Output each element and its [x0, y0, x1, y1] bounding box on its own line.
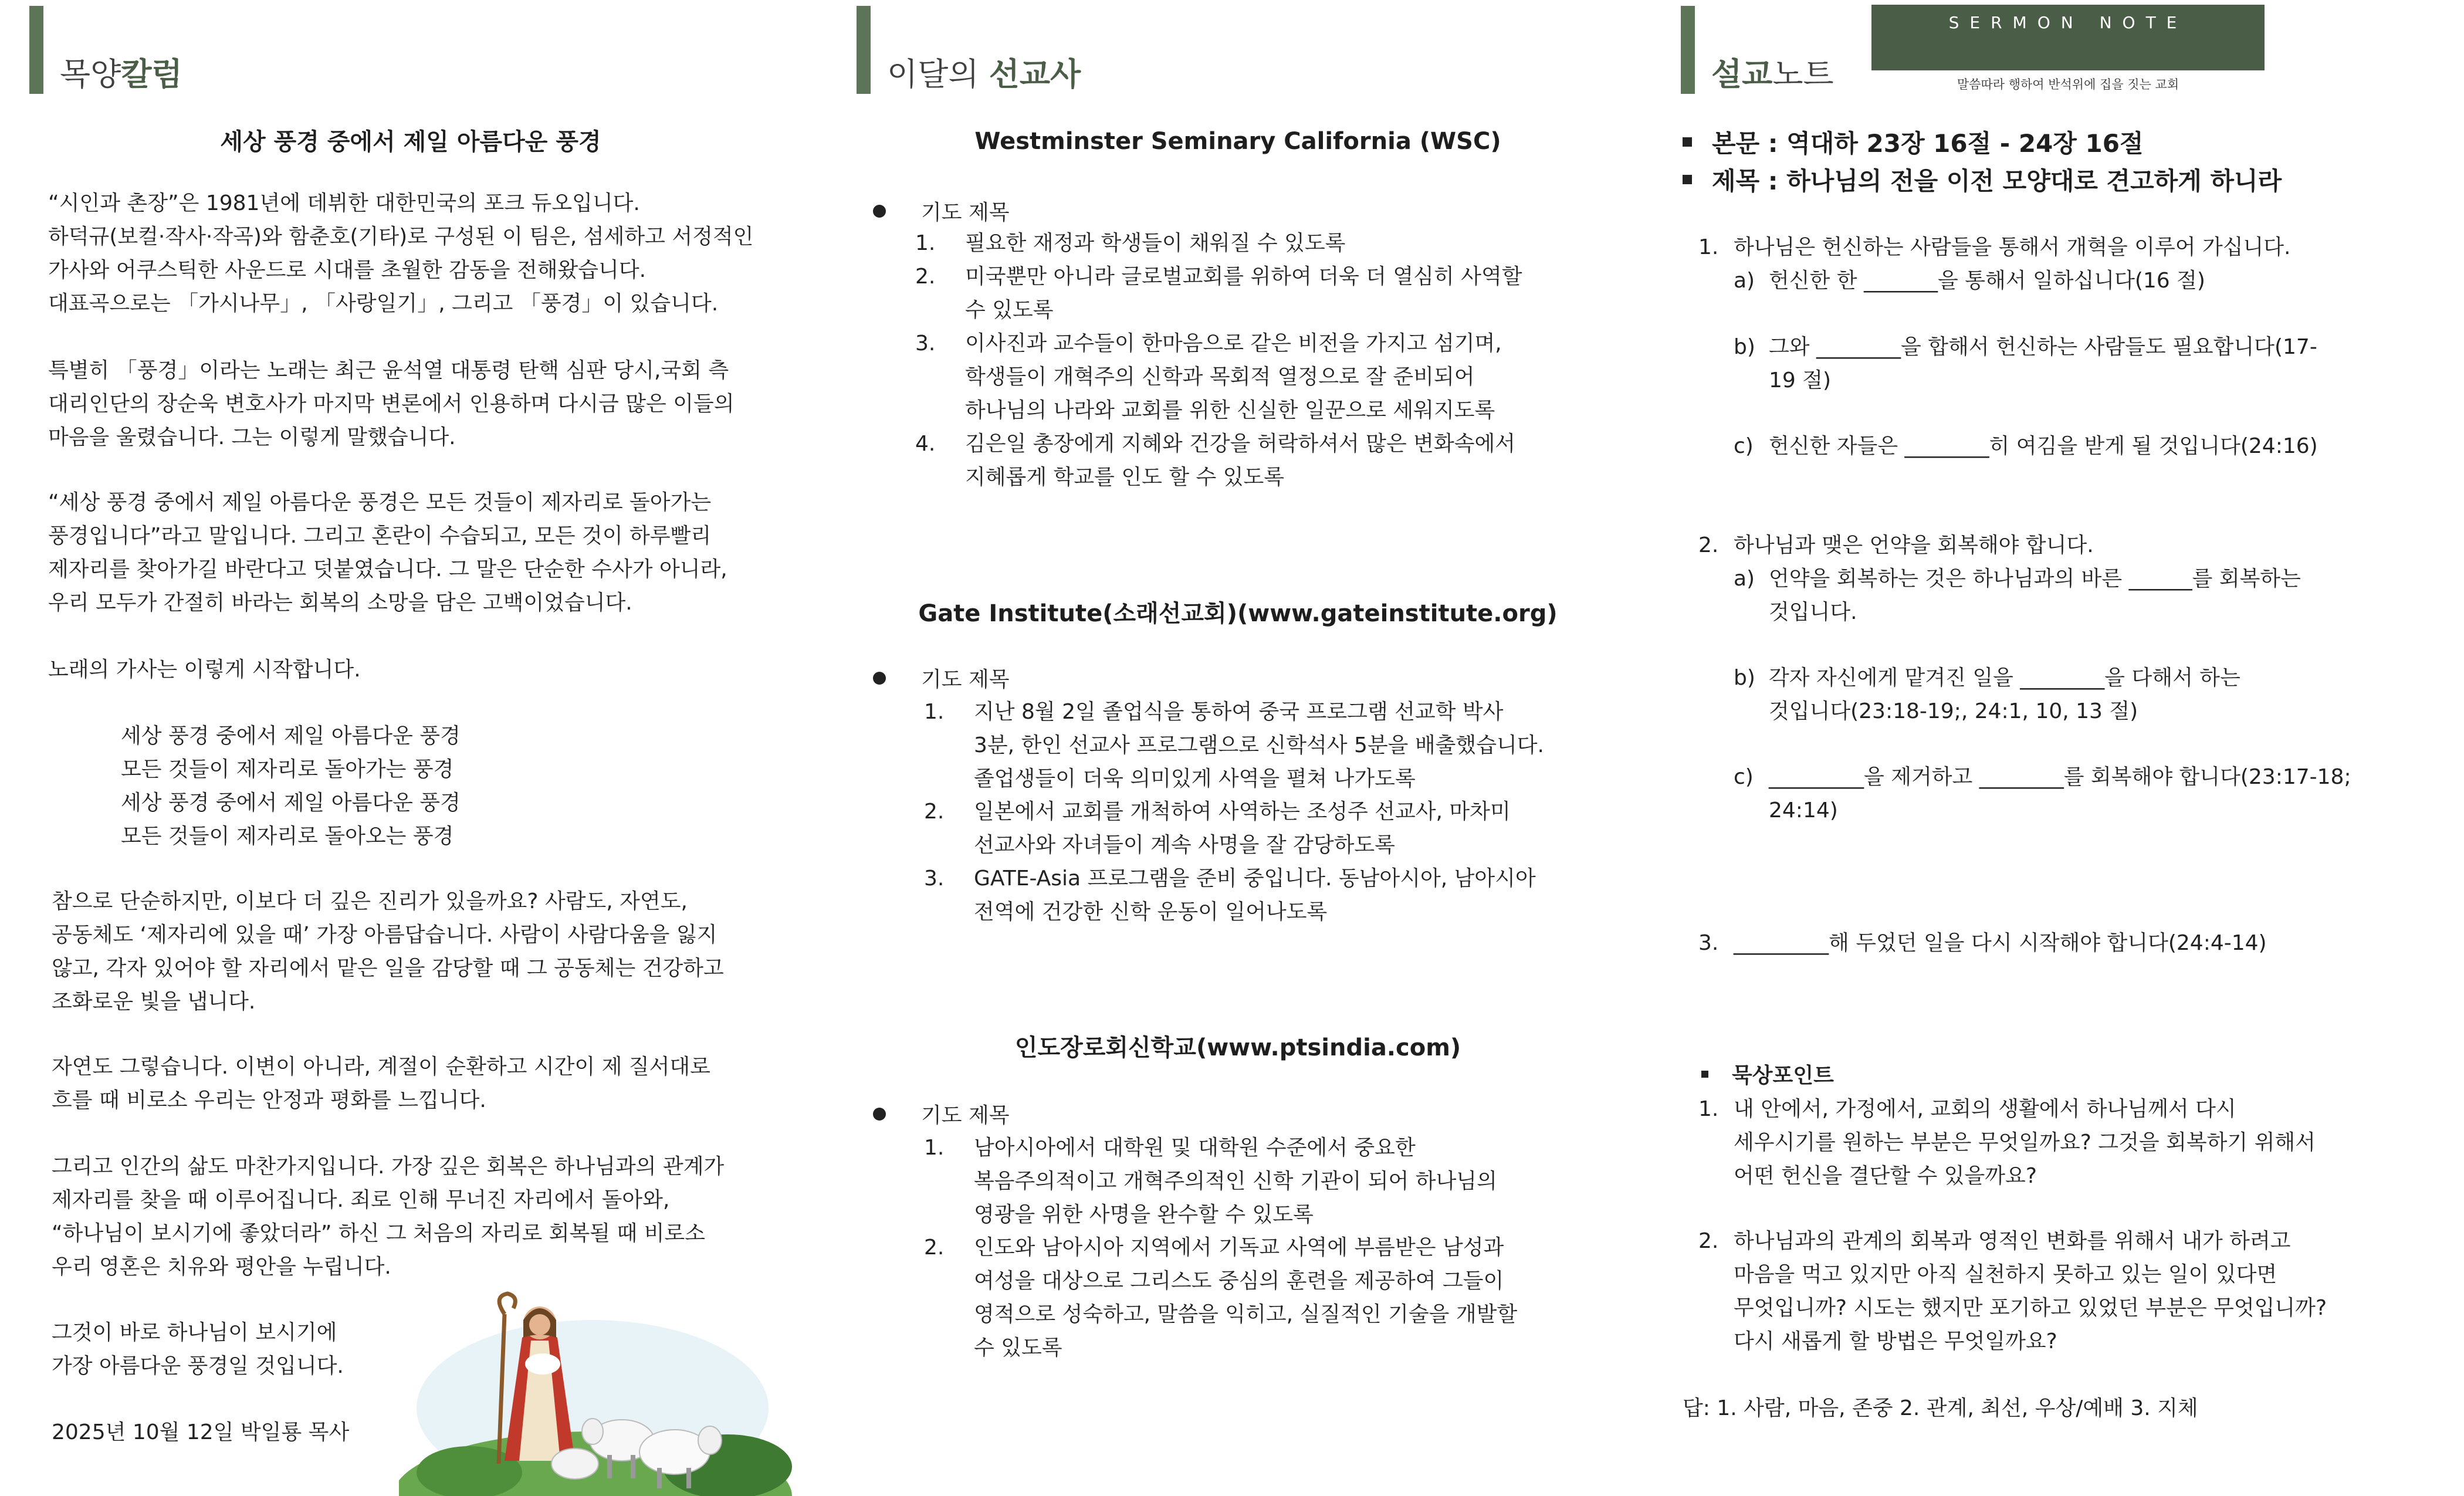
- paragraph-4: 노래의 가사는 이렇게 시작합니다.: [48, 658, 361, 682]
- sermon-note-column: 설교노트 SERMON NOTE 말씀따라 행하여 반석위에 집을 짓는 교회 본문 : 역대하 23장 16절 - 24장 16절 제목 : 하나님의 전을 이전 모양대로 견고하게 하니라 1. 하나님은 헌신하는 사람들을 통해서 개혁을 이루어 가십니다. a) 헌신한 한 _______을 통해서 일하십니다(16 절) b) 그와 ________을 합해서 헌신하는 사람들도 필요합니다(17- 19 절) c) 헌신한 자들은 ________히 여김을 받게 될 것입니다(24:16) 2. 하나님과 맺은 언약을 회복해야 합니다. a) 언약을 회복하는 것은 하나님과의 바른 ______를 회복하는 것입니다. b) 각자 자신에게 맡겨진 일을 ________을 다해서 하는 것입니다(23:18-19;, 24:1, 10, 13 절) c) _________을 제거하고 ________를 회복해야 합니다(23:17-18; 24:14) 3. _________해 두었던 일을 다시 시작해야 합니다(24:4-14) 묵상포인트 1. 내 안에서, 가정에서, 교회의 생활에서 하나님께서 다시 세우시기를 원하는 부분은 무엇일까요? 그것을 회복하기 위해서 어떤 헌신을 결단할 수 있을까요? 2. 하나님과의 관계의 회복과 영적인 변화를 위해서 내가 하려고 마음을 먹고 있지만 아직 실천하지 못하고 있는 일이 있다면 무엇입니까? 시도는 했지만 포기하고 있었던 부분은 무엇입니까? 다시 새롭게 할 방법은 무엇일까요? 답: 1. 사람, 마음, 존중 2. 관계, 최선, 우상/예배 3. 지체: [1654, 0, 2464, 1496]
- org-title-wsc: Westminster Seminary California (WSC): [974, 128, 1501, 155]
- org-title-gate: Gate Institute(소래선교회)(www.gateinstitute.org): [918, 600, 1558, 627]
- header-accent-bar: [29, 6, 43, 94]
- prayer-label-wsc: 기도 제목: [873, 196, 1010, 226]
- column-title: 세상 풍경 중에서 제일 아름다운 풍경: [220, 128, 601, 155]
- section-title: 이달의 선교사: [887, 56, 1081, 93]
- meditation-heading: 묵상포인트: [1701, 1059, 1834, 1089]
- header-accent-bar: [1681, 6, 1695, 94]
- paragraph-2: 특별히 「풍경」이라는 노래는 최근 윤석열 대통령 탄핵 심판 당시,국회 측 대리인단의 장순욱 변호사가 마지막 변론에서 인용하며 다시금 많은 이들의 마음을 울렸습니다. 그는 이렇게 말했습니다.: [48, 358, 735, 449]
- bullet-icon: [873, 205, 886, 218]
- signature: 2025년 10월 12일 박일룡 목사: [52, 1420, 350, 1444]
- header-accent-bar: [857, 6, 871, 94]
- bullet-icon: [1683, 175, 1692, 184]
- bullet-icon: [873, 672, 886, 685]
- paragraph-8: 그것이 바로 하나님이 보시기에 가장 아름다운 풍경일 것입니다.: [52, 1321, 344, 1378]
- prayer-label-gate: 기도 제목: [873, 663, 1010, 693]
- lyrics-block: 세상 풍경 중에서 제일 아름다운 풍경 모든 것들이 제자리로 돌아가는 풍경 세상 풍경 중에서 제일 아름다운 풍경 모든 것들이 제자리로 돌아오는 풍경: [121, 724, 461, 848]
- paragraph-5: 참으로 단순하지만, 이보다 더 깊은 진리가 있을까요? 사람도, 자연도, 공동체도 ‘제자리에 있을 때’ 가장 아름답습니다. 사람이 사람다움을 잃지 않고, 각자 있어야 할 자리에서 맡은 일을 감당할 때 그 공동체는 건강하고 조화로운 빛을 냅니다.: [52, 889, 724, 1014]
- answer-key: 답: 1. 사람, 마음, 존중 2. 관계, 최선, 우상/예배 3. 지체: [1683, 1396, 2198, 1420]
- paragraph-3: “세상 풍경 중에서 제일 아름다운 풍경은 모든 것들이 제자리로 돌아가는 풍경입니다”라고 말입니다. 그리고 혼란이 수습되고, 모든 것이 하루빨리 제자리를 찾아가길 바란다고 덧붙였습니다. 그 말은 단순한 수사가 아니라, 우리 모두가 간절히 바라는 회복의 소망을 담은 고백이었습니다.: [48, 490, 727, 615]
- bullet-icon: [873, 1108, 886, 1121]
- missionary-column: 이달의 선교사 Westminster Seminary California (WSC) 기도 제목 1. 필요한 재정과 학생들이 채워질 수 있도록 2. 미국뿐만 아니라 글로벌교회를 위하여 더욱 더 열심히 사역할 수 있도록 3. 이사진과 교수들이 한마음으로 같은 비전을 가지고 섬기며, 학생들이 개혁주의 신학과 목회적 열정으로 잘 준비되어 하나님의 나라와 교회를 위한 신실한 일꾼으로 세워지도록 4. 김은일 총장에게 지혜와 건강을 허락하셔서 많은 변화속에서 지혜롭게 학교를 인도 할 수 있도록 Gate Institute(소래선교회)(www.gateinstitute.org) 기도 제목 1. 지난 8월 2일 졸업식을 통하여 중국 프로그램 선교학 박사 3분, 한인 선교사 프로그램으로 신학석사 5분을 배출했습니다. 졸업생들이 더욱 의미있게 사역을 펼쳐 나가도록 2. 일본에서 교회를 개척하여 사역하는 조성주 선교사, 마차미 선교사와 자녀들이 계속 사명을 잘 감당하도록 3. GATE-Asia 프로그램을 준비 중입니다. 동남아시아, 남아시아 전역에 건강한 신학 운동이 일어나도록 인도장로회신학교(www.ptsindia.com) 기도 제목 1. 남아시아에서 대학원 및 대학원 수준에서 중요한 복음주의적이고 개혁주의적인 신학 기관이 되어 하나님의 영광을 위한 사명을 완수할 수 있도록 2. 인도와 남아시아 지역에서 기독교 사역에 부름받은 남성과 여성을 대상으로 그리스도 중심의 훈련을 제공하여 그들이 영적으로 성숙하고, 말씀을 익히고, 실질적인 기술을 개발할 수 있도록: [821, 0, 1654, 1496]
- section-title: 설교노트: [1711, 56, 1834, 93]
- church-motto: 말씀따라 행하여 반석위에 집을 짓는 교회: [1957, 77, 2179, 92]
- section-title: 목양칼럼: [60, 56, 182, 93]
- section-header-missionary: [857, 6, 1081, 94]
- prayer-label-pts: 기도 제목: [873, 1099, 1010, 1129]
- shepherd-illustration: [399, 1261, 804, 1496]
- sermon-text-reference: 본문 : 역대하 23장 16절 - 24장 16절: [1683, 124, 2144, 160]
- pastoral-column: [0, 0, 821, 1496]
- paragraph-7: 그리고 인간의 삶도 마찬가지입니다. 가장 깊은 회복은 하나님과의 관계가 제자리를 찾을 때 이루어집니다. 죄로 인해 무너진 자리에서 돌아와, “하나님이 보시기에 좋았더라” 하신 그 처음의 자리로 회복될 때 비로소 우리 영혼은 치유와 평안을 누립니다.: [52, 1155, 725, 1279]
- bullet-icon: [1701, 1071, 1708, 1078]
- bullet-icon: [1683, 137, 1692, 147]
- sermon-title: 제목 : 하나님의 전을 이전 모양대로 견고하게 하니라: [1683, 162, 2282, 197]
- section-header-sermon: [1681, 6, 1834, 94]
- sermon-note-banner: SERMON NOTE: [1871, 5, 2265, 70]
- paragraph-6: 자연도 그렇습니다. 이변이 아니라, 계절이 순환하고 시간이 제 질서대로 흐를 때 비로소 우리는 안정과 평화를 느낍니다.: [52, 1055, 710, 1112]
- paragraph-1: “시인과 촌장”은 1981년에 데뷔한 대한민국의 포크 듀오입니다. 하덕규(보컬·작사·작곡)와 함춘호(기타)로 구성된 이 팀은, 섬세하고 서정적인 가사와 어쿠스틱한 사운드로 시대를 초월한 감동을 전해왔습니다. 대표곡으로는 「가시나무」, 「사랑일기」, 그리고 「풍경」이 있습니다.: [48, 191, 754, 316]
- org-title-pts-india: 인도장로회신학교(www.ptsindia.com): [1014, 1034, 1461, 1061]
- section-header-pastoral: [29, 6, 182, 94]
